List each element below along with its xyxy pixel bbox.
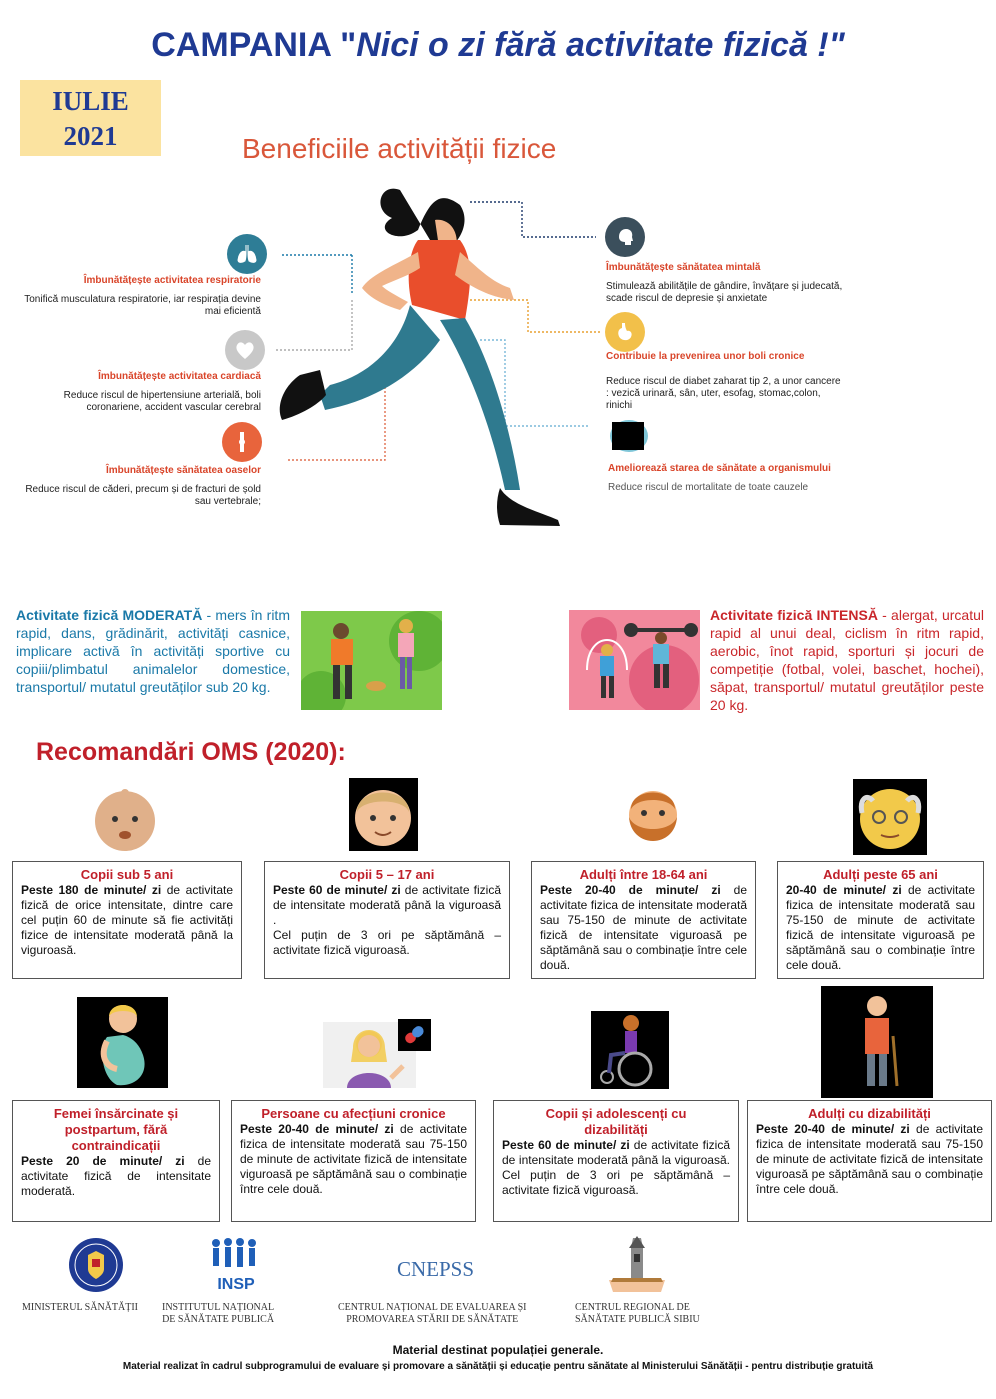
rec-children-disabilities <box>493 1100 739 1222</box>
benefit-title: Ameliorează starea de sănătate a organismului <box>608 463 831 474</box>
body-icon <box>612 422 644 450</box>
man-with-cane-icon <box>821 986 933 1098</box>
benefit-description: Reduce riscul de mortalitate de toate cauzele <box>608 482 809 493</box>
pill-icon <box>398 1019 431 1051</box>
year: 2021 <box>63 121 118 151</box>
rec-title: Femei însărcinate și postpartum, fără contraindicații <box>53 1106 179 1153</box>
connector-line <box>276 300 352 350</box>
connector-line <box>470 202 596 237</box>
moderate-activity-text: Activitate fizică MODERATĂ - mers în ritm rapid, dans, grădinărit, activități casnice, implicare activă în activități sportive cu copiii/plimbatul animalelor domestice, transportul/ mutatul greutăților sub 20 kg. <box>16 607 290 695</box>
stomach-icon <box>605 312 645 352</box>
child-icon <box>349 778 418 851</box>
bone-joint-icon <box>222 422 262 462</box>
rec-children-5-17 <box>264 861 510 979</box>
rec-title: Copii 5 – 17 ani <box>339 867 435 882</box>
benefit-chronic <box>606 351 846 412</box>
rec-title: Persoane cu afecțiuni cronice <box>261 1106 446 1121</box>
older-man-icon <box>853 779 927 855</box>
benefit-mental <box>606 262 846 305</box>
pregnant-woman-icon <box>77 997 168 1088</box>
intense-activity-text: Activitate fizică INTENSĂ - alergat, urcatul rapid al unui deal, ciclism în ritm rapid, aerobic, înot rapid, sporturi și jocuri de competiție (fotbal, volei, baschet, hochei), săpat, transportul/ mutatul greutăților peste 20 kg. <box>710 607 984 713</box>
rec-body: 20-40 de minute/ zi de activitate fizica de intensitate moderată sau 75-150 de minute de activitate fizică de intensitate viguroasă pe săptămână sau o combinație între cele două. <box>786 883 975 972</box>
brain-head-icon <box>605 217 645 257</box>
benefit-title: Îmbunătățește sănătatea oaselor <box>105 465 261 476</box>
benefit-respiratory <box>20 275 261 318</box>
rec-title: Adulți între 18-64 ani <box>579 867 708 882</box>
cnepss-label: CENTRUL NAȚIONAL DE EVALUAREA ȘI PROMOVAREA STĂRII DE SĂNĂTATE <box>338 1302 527 1325</box>
benefit-description: Reduce riscul de diabet zaharat tip 2, a unor cancere : vezică urinară, sân, uter, esofag, stomac,colon, rinichi <box>606 376 841 411</box>
rec-title: Adulți peste 65 ani <box>823 867 938 882</box>
bearded-man-icon <box>621 783 686 853</box>
connector-line <box>470 300 600 332</box>
footer-credit: Material realizat în cadrul subprogramului de evaluare și promovare a sănătății și educație pentru sănătate al Ministerului Sănătății - pentru distribuție gratuită <box>122 1361 874 1372</box>
moderate-label: Activitate fizică MODERATĂ <box>16 607 203 623</box>
footer-audience: Material destinat populației generale. <box>392 1343 604 1357</box>
benefit-title: Contribuie la prevenirea unor boli cronice <box>606 351 805 362</box>
rec-body: Peste 20 de minute/ zi de activitate fizică de intensitate moderată. <box>21 1154 211 1198</box>
rec-chronic-conditions <box>231 1100 476 1222</box>
rec-body: Peste 180 de minute/ zi de activitate fizică de orice intensitate, dintre care cel puțin 60 de minute să fie activități fizice de intensitate moderată până la viguroasă. <box>21 883 234 957</box>
benefit-title: Îmbunătățește sănătatea mintală <box>606 262 761 273</box>
moderate-activity-illustration <box>301 611 442 710</box>
benefit-title: Îmbunătățește activitatea respiratorie <box>83 275 261 286</box>
benefit-description: Reduce riscul de căderi, precum și de fracturi de șold sau vertebrale; <box>25 484 261 507</box>
benefits-subtitle: Beneficiile activității fizice <box>242 133 557 164</box>
rec-title: Copii sub 5 ani <box>80 867 174 882</box>
benefit-description: Tonifică musculatura respiratorie, iar respirația devine mai eficientă <box>24 294 261 317</box>
intense-activity-illustration <box>569 610 700 710</box>
crsp-sibiu-logo <box>605 1236 669 1294</box>
rec-adults-18-64 <box>531 861 756 979</box>
page-title: CAMPANIA "Nici o zi fără activitate fizică !" <box>151 26 845 64</box>
wheelchair-user-icon <box>591 1011 669 1089</box>
rec-body: Peste 60 de minute/ zi de activitate fizică de intensitate moderată până la viguroasă. Cel puțin de 3 ori pe săptămână – activitate fizică viguroasă. <box>502 1138 730 1197</box>
cnepss-logo: CNEPSS <box>397 1257 475 1281</box>
intense-label: Activitate fizică INTENSĂ <box>710 607 878 623</box>
month: IULIE <box>52 86 129 116</box>
rec-body: Peste 60 de minute/ zi de activitate fizică de intensitate moderată până la viguroasă . <box>273 883 501 927</box>
benefit-cardiac <box>20 371 261 414</box>
runner-illustration <box>280 189 560 526</box>
benefit-description: Stimulează abilitățile de gândire, învățare și judecată, scade riscul de depresie și anxietate <box>606 281 843 304</box>
rec-adults-over-65 <box>777 861 984 979</box>
rec-title: Adulți cu dizabilități <box>808 1106 931 1121</box>
rec-adults-disabilities <box>747 1100 992 1222</box>
lungs-icon <box>227 234 267 274</box>
rec-body: Peste 20-40 de minute/ zi de activitate fizica de intensitate moderată sau 75-150 de minute de activitate fizică de intensitate viguroasă pe săptămână sau o combinație între cele două. <box>540 883 747 972</box>
insp-mark: INSP <box>217 1276 255 1293</box>
date-box <box>20 80 161 156</box>
rec-body: Peste 20-40 de minute/ zi de activitate fizica de intensitate moderată sau 75-150 de minute de activitate fizică de intensitate viguroasă pe săptămână sau o combinație între cele două. <box>240 1122 467 1196</box>
benefit-organism <box>608 463 868 494</box>
rec-title: Copii și adolescenți cu dizabilități <box>545 1106 687 1137</box>
rec-body: Peste 20-40 de minute/ zi de activitate fizica de intensitate moderată sau 75-150 de minute de activitate fizică de intensitate viguroasă pe săptămână sau o combinație între cele două. <box>756 1122 983 1196</box>
crsp-label: CENTRUL REGIONAL DE SĂNĂTATE PUBLICĂ SIBIU <box>575 1302 700 1325</box>
insp-logo <box>208 1237 264 1293</box>
baby-icon <box>92 783 159 856</box>
ministry-label: MINISTERUL SĂNĂTĂȚII <box>22 1302 139 1313</box>
heart-icon <box>225 330 265 370</box>
rec-body-extra: Cel puțin de 3 ori pe săptămână – activitate fizică viguroasă. <box>273 928 501 957</box>
benefit-description: Reduce riscul de hipertensiune arterială, boli coronariene, accident vascular cerebral <box>63 390 261 413</box>
benefit-bones <box>20 465 261 508</box>
government-logo <box>68 1237 124 1293</box>
rec-pregnant-women <box>12 1100 220 1222</box>
insp-label: INSTITUTUL NAȚIONAL DE SĂNĂTATE PUBLICĂ <box>162 1302 275 1325</box>
benefit-title: Îmbunătățește activitatea cardiacă <box>98 371 261 382</box>
oms-heading: Recomandări OMS (2020): <box>36 738 346 766</box>
rec-children-under-5 <box>12 861 242 979</box>
